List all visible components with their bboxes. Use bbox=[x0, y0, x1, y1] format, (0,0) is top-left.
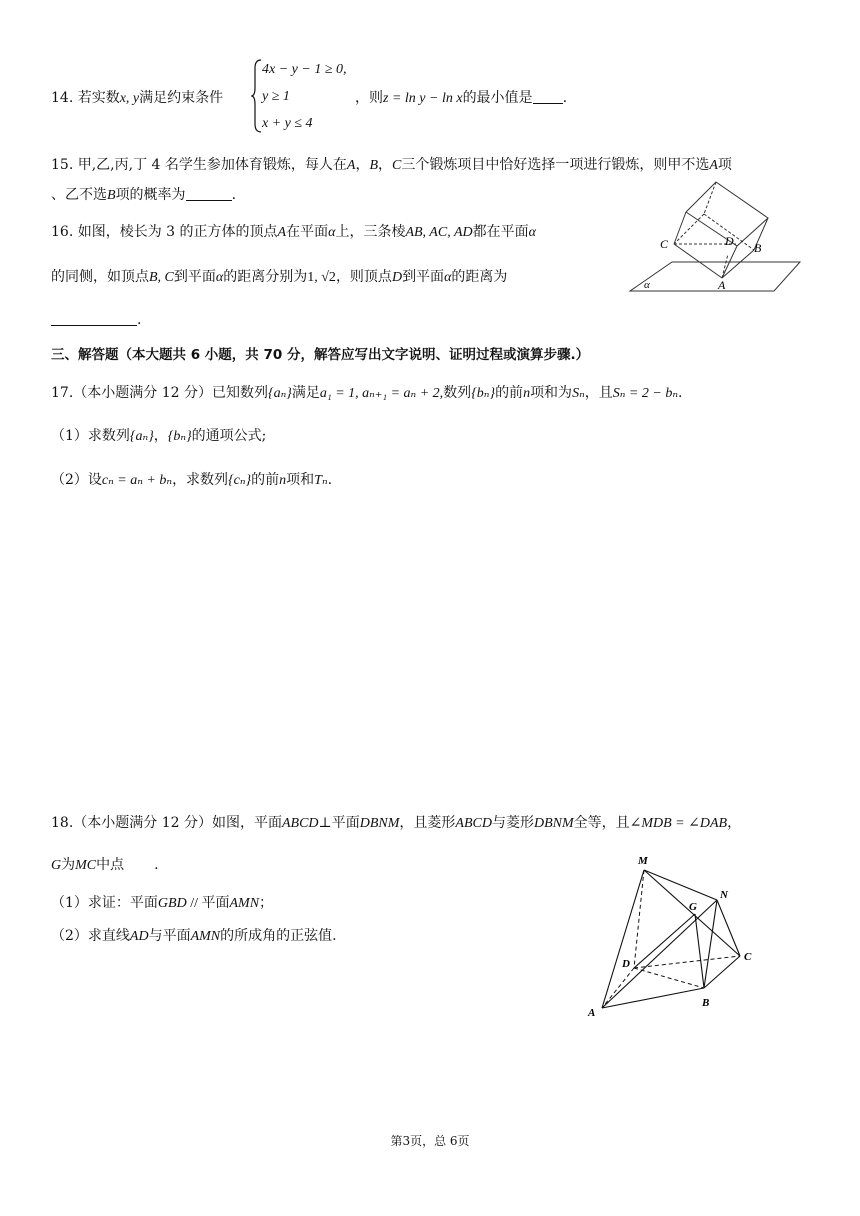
page-footer: 第3页，总 6页 bbox=[390, 1134, 470, 1148]
q14-constraint-1: 4x − y − 1 ≥ 0, bbox=[262, 62, 347, 77]
solid-label-B: B bbox=[702, 997, 710, 1009]
solid-label-N: N bbox=[720, 889, 728, 901]
section-3-heading: 三、解答题（本大题共 6 小题，共 70 分，解答应写出文字说明、证明过程或演算步骤.） bbox=[51, 347, 590, 363]
q14-line: 14. 若实数x, y满足约束条件 bbox=[51, 90, 224, 106]
solid-label-G: G bbox=[689, 901, 697, 913]
q16-answer-blank bbox=[51, 311, 137, 326]
q17-part-1: （1）求数列{aₙ}，{bₙ}的通项公式; bbox=[51, 428, 267, 444]
cube-label-A: A bbox=[718, 278, 726, 292]
q15-answer-blank bbox=[186, 186, 232, 201]
cube-label-D: D bbox=[725, 234, 734, 248]
q18-part-1: （1）求证：平面GBD // 平面AMN； bbox=[51, 895, 274, 911]
q14-tail: ，则z = ln y − ln x的最小值是 . bbox=[355, 90, 568, 106]
cube-label-alpha: α bbox=[644, 279, 650, 291]
solid-label-C: C bbox=[744, 951, 752, 963]
q16-line-1: 16. 如图，棱长为 3 的正方体的顶点A在平面α上，三条棱AB, AC, AD都在平面α bbox=[51, 224, 536, 240]
q18-line-2: G为MC中点 . bbox=[51, 857, 159, 873]
q14-constraint-2: y ≥ 1 bbox=[262, 89, 290, 104]
q16-line-3: . bbox=[51, 310, 141, 330]
q14-answer-blank bbox=[533, 89, 563, 104]
q16-cube-figure bbox=[624, 178, 806, 296]
q17-part-2: （2）设cₙ = aₙ + bₙ，求数列{cₙ}的前n项和Tₙ. bbox=[51, 472, 333, 488]
q15-line-1: 15. 甲,乙,丙,丁 4 名学生参加体育锻炼，每人在A，B，C三个锻炼项目中恰好选择一项进行锻炼，则甲不选A项 bbox=[51, 157, 732, 173]
solid-label-M: M bbox=[638, 855, 648, 867]
q18-solid-figure bbox=[582, 850, 760, 1020]
q17-intro: 17.（本小题满分 12 分）已知数列{aₙ}满足a₁ = 1, aₙ₊₁ = aₙ + 2,数列{bₙ}的前n项和为Sₙ，且Sₙ = 2 − bₙ. bbox=[51, 385, 683, 401]
solid-label-D: D bbox=[622, 958, 630, 970]
q18-part-2: （2）求直线AD与平面AMN的所成角的正弦值. bbox=[51, 928, 337, 944]
q14-number: 14. bbox=[51, 90, 74, 106]
q15-line-2: 、乙不选B项的概率为 . bbox=[51, 187, 237, 203]
solid-label-A: A bbox=[588, 1007, 596, 1019]
cube-label-C: C bbox=[660, 237, 669, 251]
q14-constraint-3: x + y ≤ 4 bbox=[262, 116, 313, 131]
q18-intro: 18.（本小题满分 12 分）如图，平面ABCD⊥平面DBNM，且菱形ABCD与菱形DBNM全等，且∠MDB = ∠DAB， bbox=[51, 815, 742, 831]
plane-alpha bbox=[630, 262, 800, 291]
cube-label-B: B bbox=[754, 241, 762, 255]
q16-line-2: 的同侧，如顶点B, C到平面α的距离分别为1, √2，则顶点D到平面α的距离为 bbox=[51, 269, 508, 285]
